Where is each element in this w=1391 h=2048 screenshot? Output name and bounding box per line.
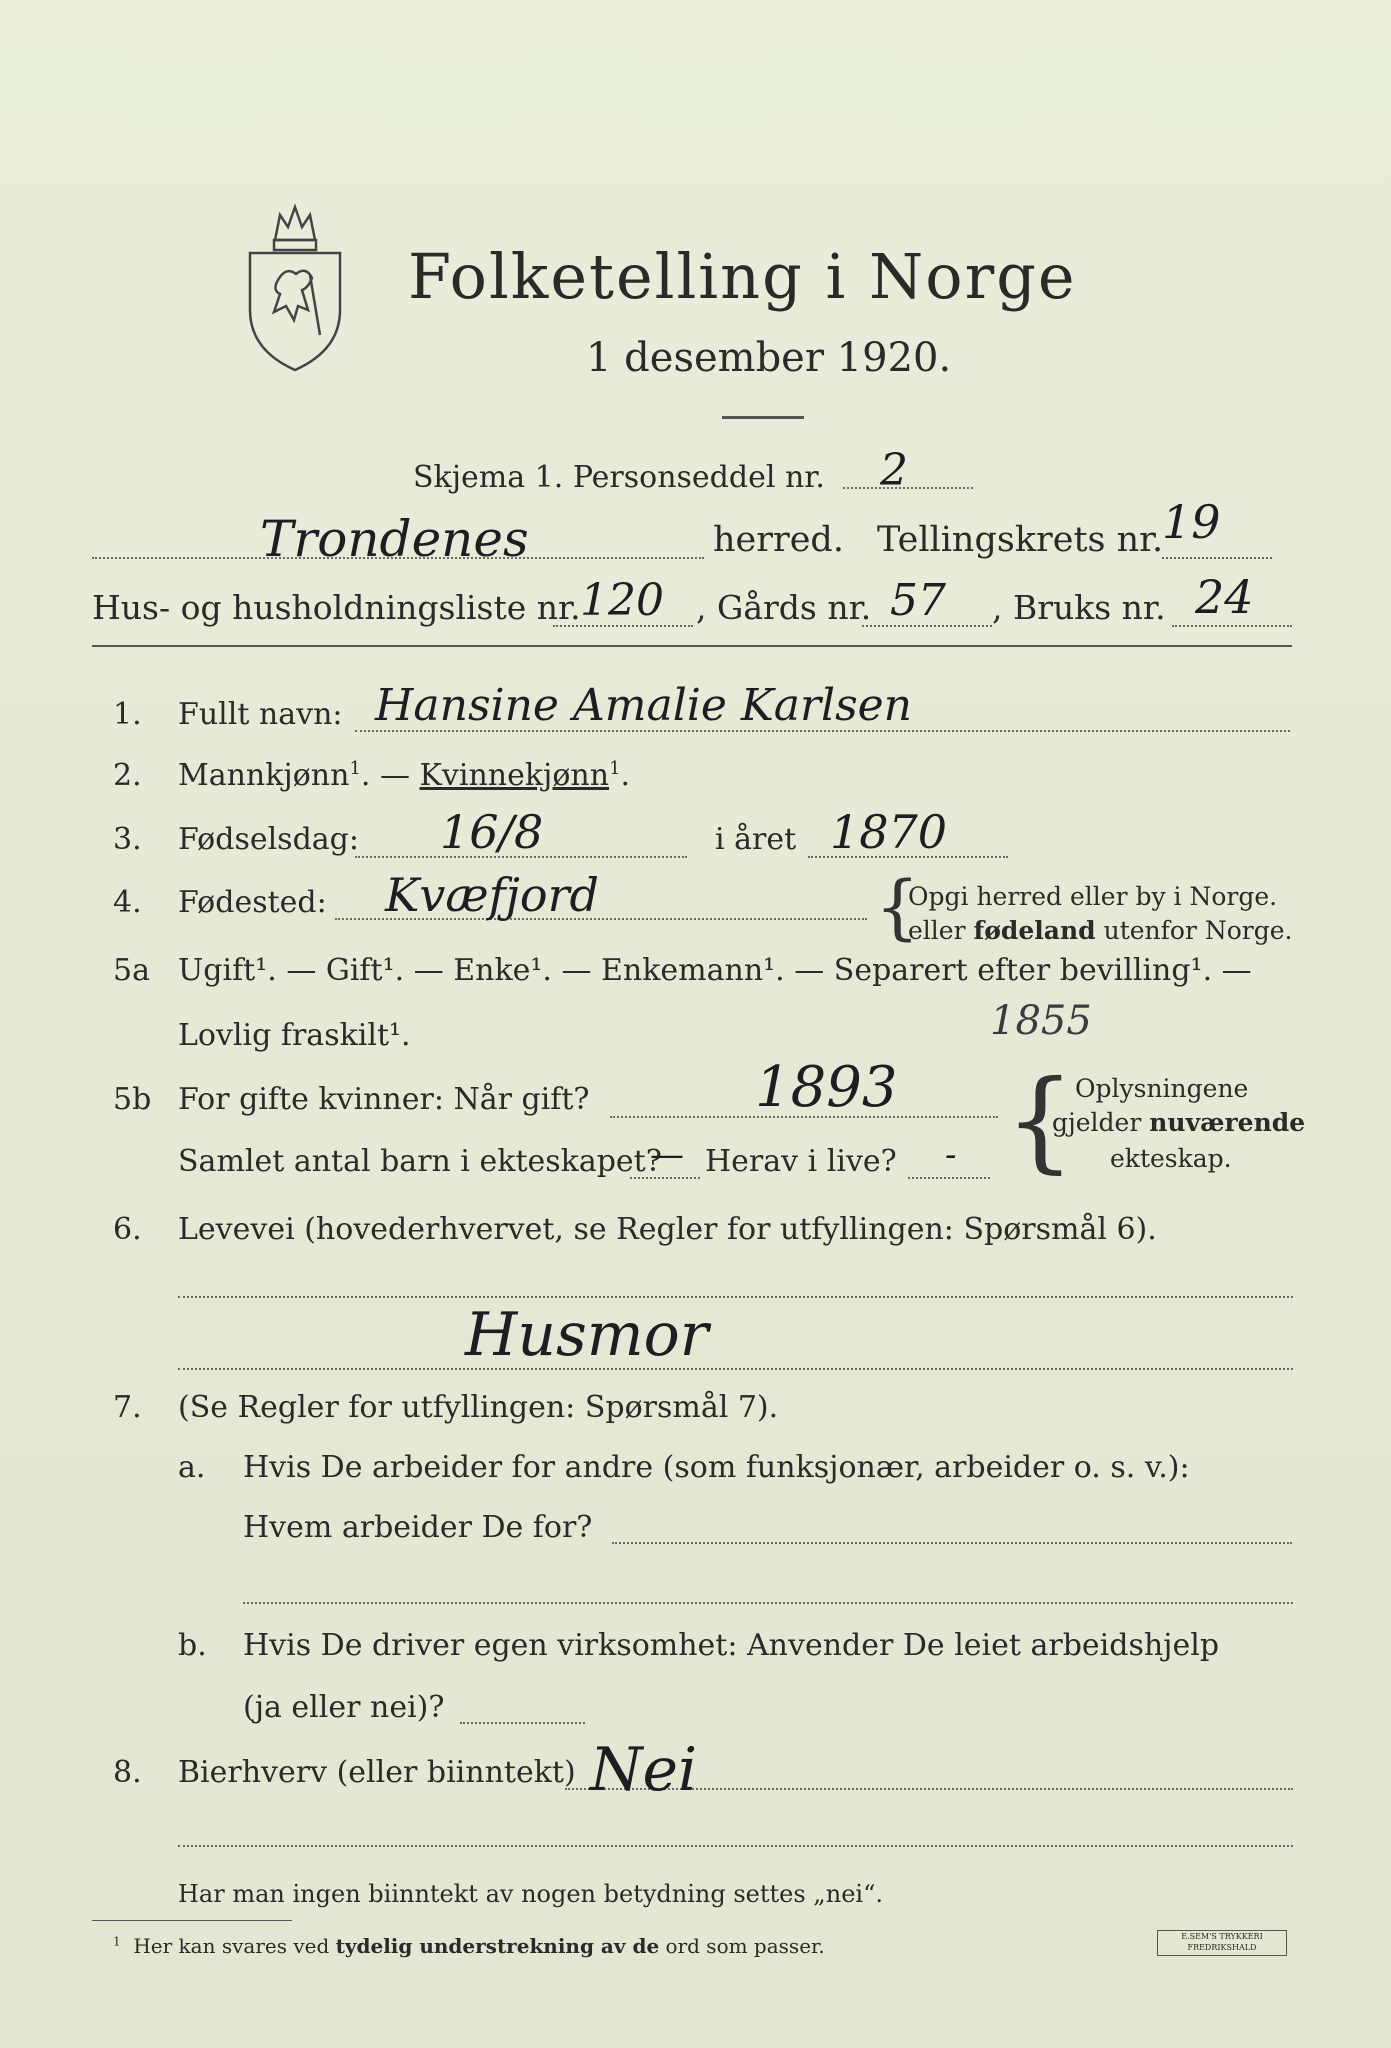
birthday-value[interactable]: 16/8 [440,805,544,859]
employer-line-2[interactable] [243,1602,1293,1604]
full-name-value[interactable]: Hansine Amalie Karlsen [375,680,913,731]
children-alive-label: Herav i live? [705,1144,897,1179]
q7-number: 7. [113,1390,142,1425]
tellingskrets-number[interactable]: 19 [1162,495,1221,549]
married-when-label: For gifte kvinner: Når gift? [178,1082,590,1117]
marriage-note-3: ekteskap. [1110,1144,1232,1173]
marriage-note-2: gjelder nuværende [1052,1108,1306,1137]
female-option[interactable]: Kvinnekjønn [419,758,610,793]
divorced-option[interactable]: Lovlig fraskilt¹. [178,1018,411,1053]
form-title: Folketelling i Norge [408,240,1077,313]
occupation-value[interactable]: Husmor [465,1300,709,1370]
gards-label: , Gårds nr. [696,588,872,627]
q5b-number: 5b [113,1082,152,1117]
occupation-label: Levevei (hovederhvervet, se Regler for utfyllingen: Spørsmål 6). [178,1212,1157,1247]
title-divider [722,416,804,419]
birthplace-value[interactable]: Kvæfjord [385,868,600,922]
herred-name[interactable]: Trondenes [260,510,529,568]
coat-of-arms-icon [240,185,350,375]
marriage-year-annotation: 1855 [990,998,1092,1044]
q7b-line-1: Hvis De driver egen virksomhet: Anvender De leiet arbeidshjelp [243,1628,1220,1663]
q7a-letter: a. [178,1450,206,1485]
married-when-value[interactable]: 1893 [755,1055,898,1120]
q8-number: 8. [113,1755,142,1790]
marital-status-options[interactable]: Ugift¹. — Gift¹. — Enke¹. — Enkemann¹. — Separert efter bevilling¹. — [178,953,1252,988]
birth-year-value[interactable]: 1870 [830,805,948,859]
no-income-note: Har man ingen biinntekt av nogen betydning settes „nei“. [178,1880,883,1908]
gards-number[interactable]: 57 [890,575,946,626]
birth-year-label: i året [715,822,797,857]
birthplace-note-1: Opgi herred eller by i Norge. [908,882,1278,911]
tellingskrets-line [1162,557,1272,559]
schema-number-line [843,487,973,489]
full-name-label: Fullt navn: [178,697,343,732]
bruks-number-line [1172,625,1292,627]
census-date: 1 desember 1920. [586,335,952,381]
hired-help-line[interactable] [460,1722,585,1724]
children-value[interactable]: — [650,1135,684,1175]
birthplace-label: Fødested: [178,885,327,920]
children-line [630,1177,700,1179]
footnote-divider [92,1920,292,1921]
occupation-line-2 [178,1368,1293,1370]
birthplace-note-2: eller fødeland utenfor Norge. [908,916,1293,945]
children-alive-line [908,1177,990,1179]
q7b-letter: b. [178,1628,207,1663]
hired-help-label: (ja eller nei)? [243,1690,445,1725]
schema-number[interactable]: 2 [880,445,908,496]
herred-label: herred. [713,520,844,560]
occupation-line-1 [178,1296,1293,1298]
birthday-label: Fødselsdag: [178,822,359,857]
marriage-note-1: Oplysningene [1075,1074,1249,1103]
male-option[interactable]: Mannkjønn [178,758,350,793]
employer-line-1[interactable] [612,1542,1292,1544]
printer-stamp: E.SEM'S TRYKKERI FREDRIKSHALD [1157,1930,1287,1956]
q2-number: 2. [113,758,142,793]
tellingskrets-label: Tellingskrets nr. [877,520,1164,560]
q7a-line-1: Hvis De arbeider for andre (som funksjonær, arbeider o. s. v.): [243,1450,1190,1485]
marriage-note-brace: { [1005,1056,1075,1184]
gender-separator: . — [360,758,410,793]
schema-label: Skjema 1. Personseddel nr. [413,460,825,495]
children-label: Samlet antal barn i ekteskapet? [178,1144,662,1179]
birthplace-brace: { [875,866,920,948]
children-alive-value[interactable]: - [945,1135,957,1175]
gender-options: Mannkjønn$^1$. — Kvinnekjønn$^1$. [178,758,631,793]
household-number[interactable]: 120 [580,575,664,626]
employer-label: Hvem arbeider De for? [243,1510,593,1545]
header-divider [92,645,1292,647]
side-income-value[interactable]: Nei [590,1735,698,1805]
q1-number: 1. [113,697,142,732]
footnote: $^1$ Her kan svares ved tydelig understrekning av de ord som passer. [113,1934,825,1958]
side-income-line-2 [178,1845,1293,1847]
q5a-number: 5a [113,953,150,988]
side-income-label: Bierhverv (eller biinntekt) [178,1755,576,1790]
q6-number: 6. [113,1212,142,1247]
q7-label: (Se Regler for utfyllingen: Spørsmål 7). [178,1390,779,1425]
q3-number: 3. [113,822,142,857]
household-label: Hus- og husholdningsliste nr. [92,588,581,627]
bruks-label: , Bruks nr. [992,588,1166,627]
bruks-number[interactable]: 24 [1195,570,1254,624]
q4-number: 4. [113,885,142,920]
